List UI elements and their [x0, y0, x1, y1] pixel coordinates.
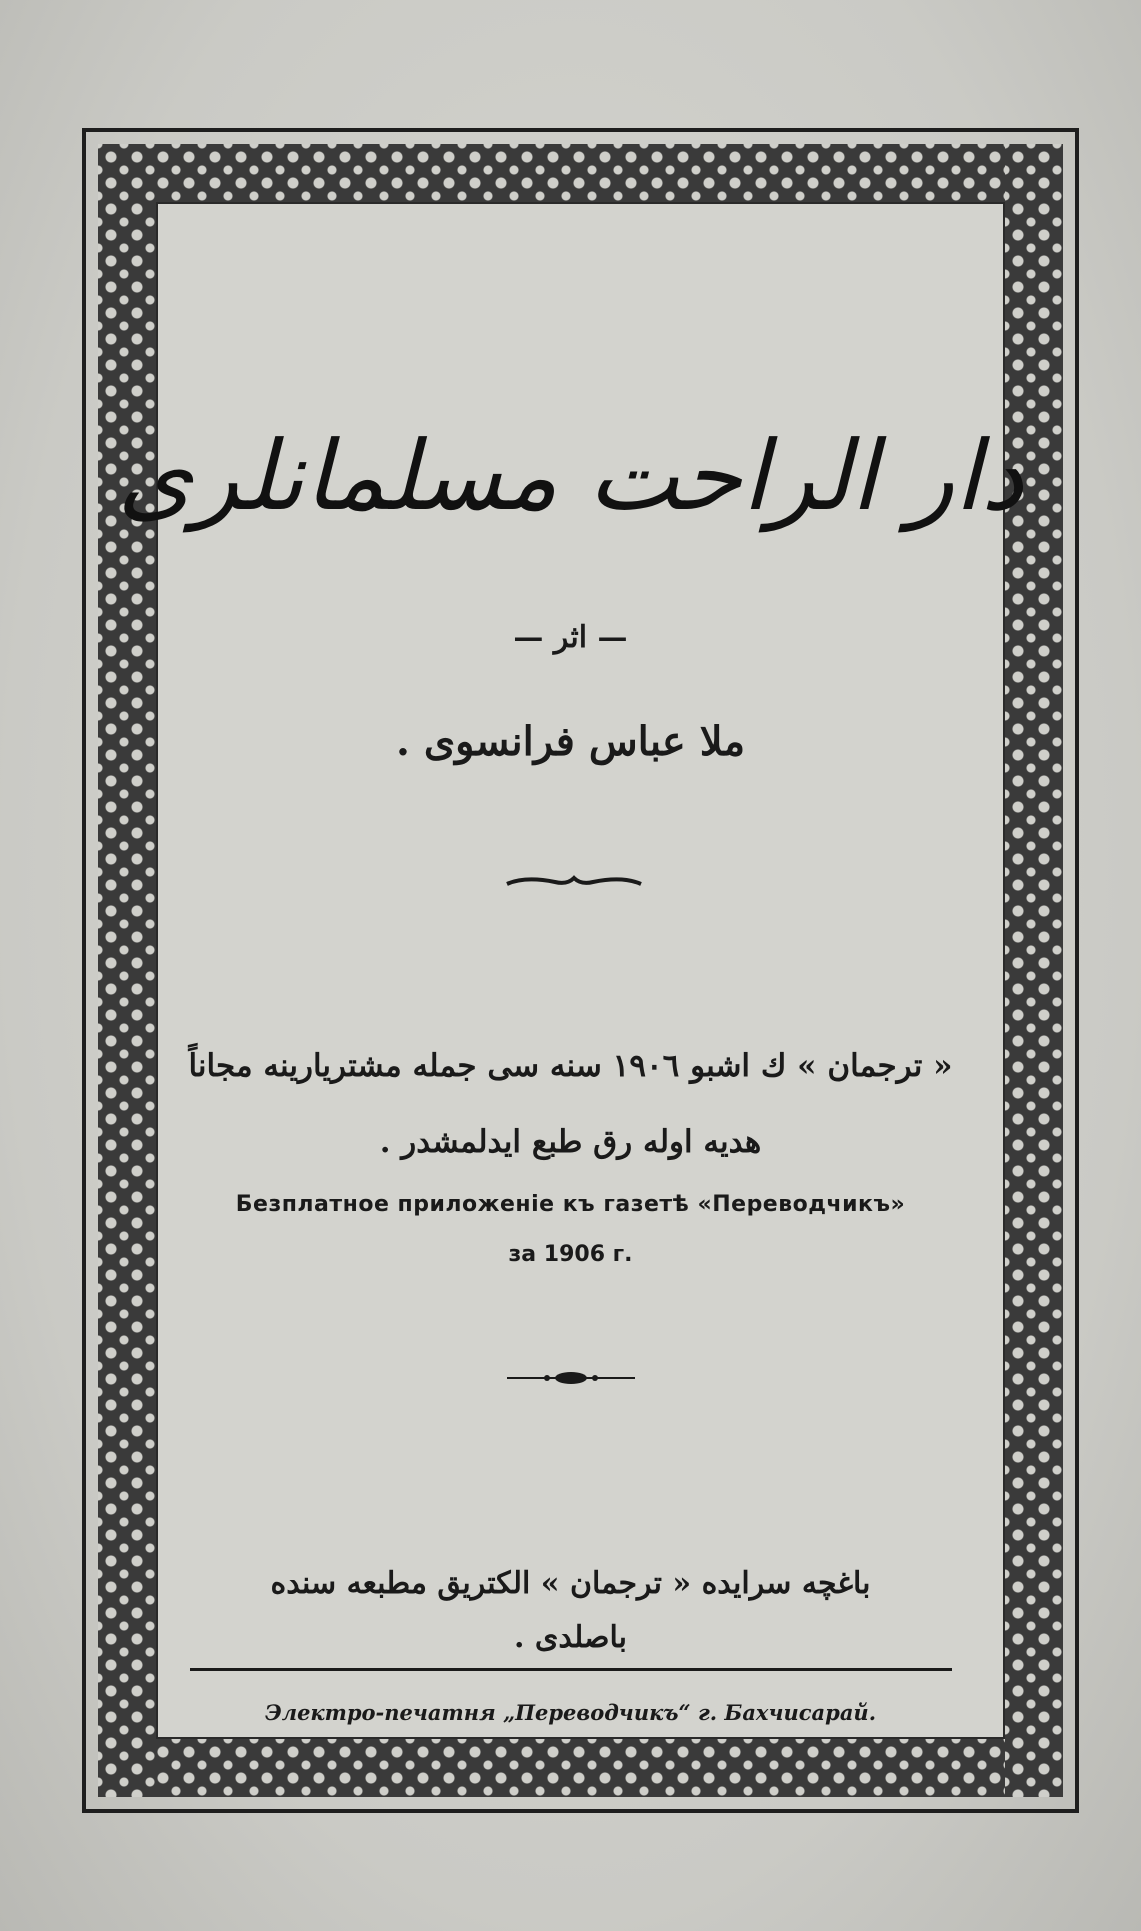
- ornament-band-right: [1005, 144, 1063, 1797]
- by-line: — اثر —: [513, 620, 628, 655]
- ornament-band-left: [98, 144, 156, 1797]
- gift-note-line-2: هدیه اوله رق طبع ایدلمشدر .: [379, 1124, 762, 1160]
- ornament-band-top: [98, 144, 1063, 202]
- gift-note-line-1: « ترجمان » ك اشبو ١٩٠٦ سنه سی جمله مشتریارینه مجاناً: [188, 1048, 953, 1084]
- ornament-band-bottom: [98, 1739, 1063, 1797]
- flourish-ornament: [505, 872, 643, 892]
- divider-ornament: [505, 1370, 637, 1386]
- horizontal-rule: [190, 1668, 952, 1671]
- press-line-2: باصلدی .: [513, 1620, 627, 1655]
- russian-supplement-line-1: Безплатное приложеніе къ газетѣ «Переводчикъ»: [235, 1192, 906, 1217]
- book-title: دار الراحت مسلمانلری: [117, 420, 1024, 532]
- russian-supplement-line-2: за 1906 г.: [508, 1242, 633, 1267]
- author-name: ملا عباس فرانسوی .: [395, 718, 746, 765]
- printer-imprint: Электро-печатня „Переводчикъ“ г. Бахчисарай.: [265, 1700, 876, 1725]
- ornamental-frame: [82, 128, 1079, 1813]
- press-line-1: باغچه سرایده « ترجمان » الکتریق مطبعه سنده: [270, 1566, 871, 1601]
